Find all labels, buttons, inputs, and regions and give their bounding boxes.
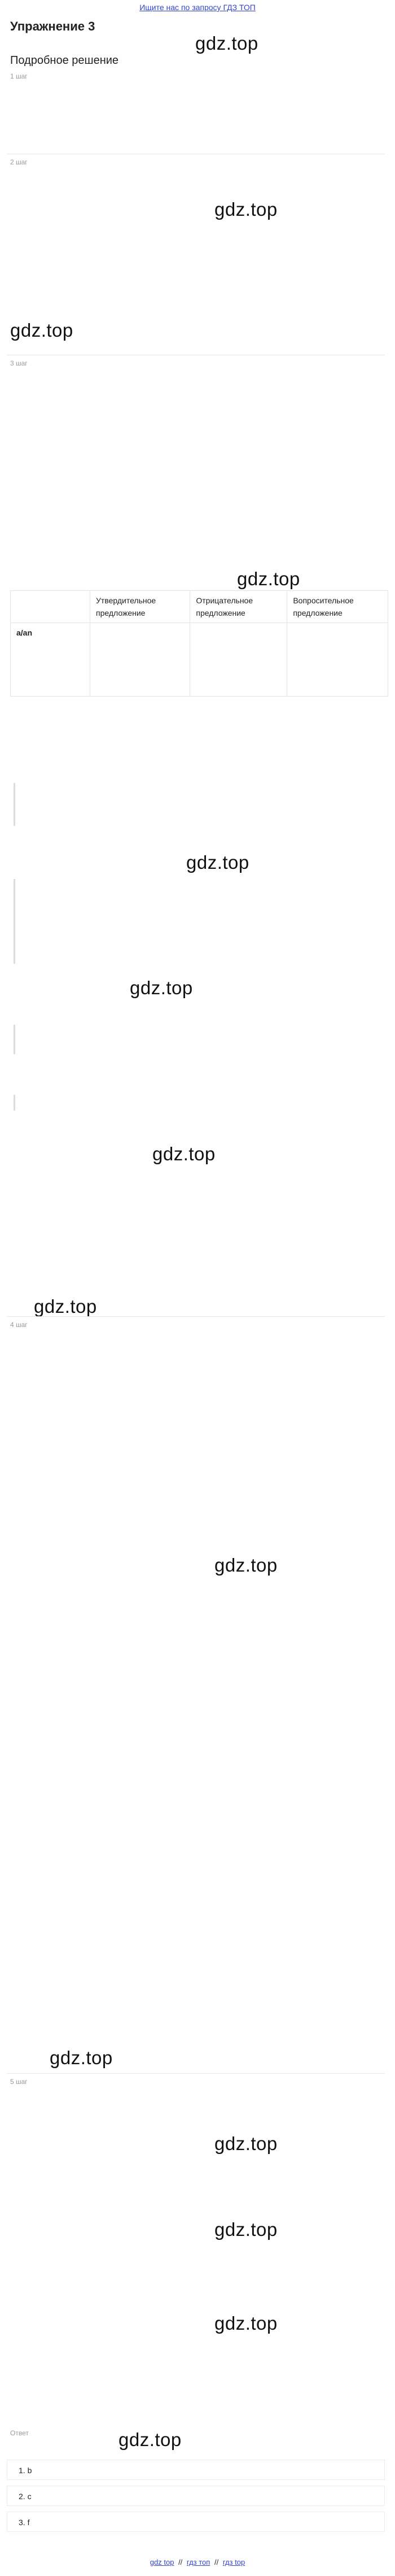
table-row [11, 623, 388, 697]
watermark: gdz.top [195, 33, 258, 54]
answer-label: Ответ [10, 2429, 29, 2437]
table-cell: a/an [11, 623, 90, 697]
answer-row: 2. c [7, 2486, 385, 2506]
top-bar [0, 0, 395, 15]
quote-bar [14, 1095, 15, 1111]
divider [7, 1316, 385, 1317]
footer-separator: // [178, 2558, 183, 2566]
table-header-cell: Отрицательное предложение [190, 591, 287, 623]
article-table [10, 590, 388, 697]
watermark: gdz.top [34, 1296, 97, 1317]
table-header-cell: Утвердительное предложение [90, 591, 190, 623]
footer-link[interactable]: gdz top [150, 2558, 174, 2566]
watermark: gdz.top [186, 852, 249, 873]
step-label: 1 шаг [10, 72, 28, 80]
page-title: Упражнение 3 [10, 19, 95, 33]
watermark: gdz.top [10, 320, 73, 341]
watermark: gdz.top [214, 2133, 278, 2154]
footer-link[interactable]: гдз топ [186, 2558, 210, 2566]
watermark: gdz.top [130, 977, 193, 998]
step-label: 5 шаг [10, 2078, 28, 2086]
answer-row: 3. f [7, 2512, 385, 2532]
footer-links [0, 2558, 395, 2566]
step-label: 4 шаг [10, 1321, 28, 1329]
footer-separator: // [214, 2558, 219, 2566]
table-header-cell: Вопросительное предложение [287, 591, 388, 623]
table-cell [190, 623, 287, 697]
footer-link[interactable]: гдз top [222, 2558, 245, 2566]
search-us-link[interactable]: Ищите нас по запросу ГДЗ ТОП [139, 3, 256, 12]
watermark: gdz.top [214, 1555, 278, 1576]
quote-bar [14, 879, 15, 964]
watermark: gdz.top [214, 2313, 278, 2334]
step-label: 2 шаг [10, 158, 28, 166]
step-label: 3 шаг [10, 359, 28, 367]
quote-bar [14, 1025, 15, 1054]
answer-row: 1. b [7, 2460, 385, 2480]
page-subtitle: Подробное решение [10, 54, 119, 67]
table-cell [287, 623, 388, 697]
watermark: gdz.top [237, 568, 300, 589]
watermark: gdz.top [50, 2047, 113, 2068]
table-row [11, 591, 388, 623]
watermark: gdz.top [118, 2429, 182, 2450]
watermark: gdz.top [214, 199, 278, 220]
table-cell [90, 623, 190, 697]
quote-bar [14, 783, 15, 826]
table-header-cell [11, 591, 90, 623]
watermark: gdz.top [152, 1143, 216, 1164]
watermark: gdz.top [214, 2219, 278, 2240]
divider [7, 2073, 385, 2074]
